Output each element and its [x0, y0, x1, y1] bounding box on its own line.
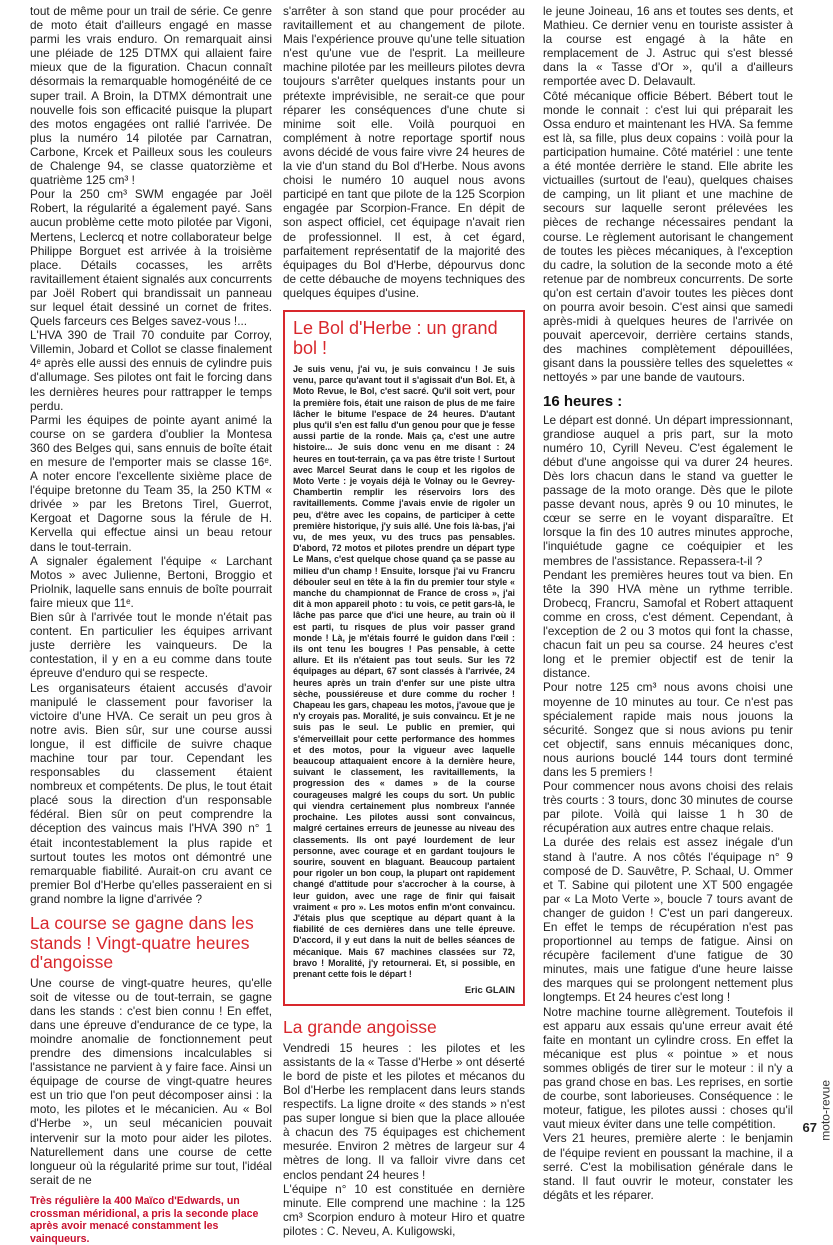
paragraph: Bien sûr à l'arrivée tout le monde n'était pas content. En particulier les équipes arrivant juste derrière les vainqueurs. De la contestation, il y en a eu comme dans toute épreuve d'enduro qui se respecte. — [30, 610, 272, 681]
paragraph: Pour commencer nous avons choisi des relais très courts : 3 tours, donc 30 minutes de course par pilote. Voilà qui laisse 1 h 30 de récupération aux autres entre chaque relais. — [543, 779, 793, 836]
paragraph: Le départ est donné. Un départ impressionnant, grandiose auquel a pris part, sur la moto numéro 10, Cyrill Neveu. C'est également le début d'une angoisse qui va durer 24 heures. Dès lors chacun dans le stand va guetter le passage de la moto orange. Dès que le pilote passe devant nous, après 9 ou 10 minutes, le cœur se serre en le voyant disparaître. Et lorsque la fin des 10 autres minutes approche, l'inquiétude gagne ce coéquipier et les membres de l'assistance. Repassera-t-il ? — [543, 412, 793, 568]
paragraph: Côté mécanique officie Bébert. Bébert tout le monde le connait : c'est lui qui préparait les Ossa enduro et maintenant les HVA. Sa femme est là, sa fille, plus deux copains : voilà pour la participation humaine. Côté matériel : une tente a été montée derrière le stand. Elle abrite les victuailles (surtout de l'eau), quelques chaises de camping, un lit pliant et une machine de secours sur laquelle seront prélevées les pièces de rechange nécessaires pendant la course. Le règlement autorisant le changement de toutes les pièces mécaniques, à l'exception du cadre, la solution de la seconde moto a été retenue par de nombreux concurrents. De sorte qu'on est certain d'avoir toutes les pièces dont on pourra avoir besoin. C'est ainsi que samedi après-midi à quelques heures de l'arrivée on pouvait apercevoir, derrière certains stands, des machines complètement dépouillées, gisant dans la poussière telles des squelettes « nettoyés » par une bande de vautours. — [543, 88, 793, 385]
paragraph: Pour la 250 cm³ SWM engagée par Joël Robert, la régularité a également payé. Sans aucun problème cette moto pilotée par Vigoni, Mertens, Leclercq et notre collaborateur belge Philippe Borguet est arrivée à la troisième place. Détails cocasses, les arrêts ravitaillement étaient signalés aux concurrents par Joël Robert qui brandissait un panneau sur lequel était dessiné un cornet de frites. Quels farceurs ces Belges savez-vous !... — [30, 187, 272, 329]
box-signature: Eric GLAIN — [464, 985, 515, 997]
magazine-name: moto-revue — [819, 1080, 833, 1141]
box-text: Je suis venu, j'ai vu, je suis convaincu ! Je suis venu, parce qu'avant tout il s'agissait d'un Bol. Et, à Moto Revue, le Bol, c'est sacré. Qu'il soit vert, pour la première fois, était une raison de plus de me faire lâcher le bitume l'espace de 24 heures. D'autant plus qu'il s'en est fallu d'un genou pour que je fesse aussi partie de la ronde. Mais ça, c'est une autre histoire... Je suis donc venu en me disant : 24 heures en tout-terrain, ça va pas être triste ! Surtout avec Marcel Seurat dans le coup et les rigolos de Moto Verte : je voyais déjà le Volnay ou le Gevrey-Chambertin remplir les réservoirs lors des ravitaillements. Comme j'avais envie de rigoler un peu, d'être avec les copains, de participer à cette première historique, j'y suis allé. Une fois là-bas, j'ai vu, de mes yeux, vu des trucs pas pensables. D'abord, 72 motos et pilotes prendre un départ type Le Mans, c'est quelque chose quand ça se passe au milieu d'un champ ! Ensuite, lorsque j'ai vu Francru débouler seul en tête à la fin du premier tour style « manche du championnat de France de cross », j'ai dit à mon appareil photo : tu vois, ce petit gars-là, le lâche pas parce que d'ici une heure, au train où il est parti, tu risques de plus voir passer grand monde ! Là, je m'étais fourré le guidon dans l'œil : ils ont tenu les bougres ! Pas pensable, à cette allure. Et ils n'étaient pas tout seuls. Sur les 72 équipages au départ, 67 sont classés à l'arrivée, 24 heures après un train d'enfer sur une piste ultra sèche, poussiéreuse et dure comme du rocher ! Chapeau les gars, chapeau les motos, j'avoue que je n'y croyais pas. Moralité, je suis convaincu. Et je ne suis pas le seul. Le public en premier, qui s'émerveillait pour cette performance des hommes et des motos, pour la vigueur avec laquelle beaucoup attaquaient encore à la dernière heure, suivant le classement, les ravitaillements, la progression des « dames » de la course courageuses malgré les coups du sort. Un public qui viendra certainement plus nombreux l'année prochaine. Les pilotes aussi sont convaincus, malgré certaines erreurs de jeunesse au niveau des classements. Ils ont payé lourdement de leur personne, avec courage et en gardant toujours le sourire, souvent en blaguant. Beaucoup partaient pour rigoler un bon coup, la plupart ont rapidement changé d'attitude pour s'accrocher à la course, à leur guidon, avec une rage de finir qui faisait vraiment « pro ». Les motos enfin m'ont convaincu. J'étais plus que sceptique au départ quant à la fiabilité de ces dernières dans une telle épreuve. D'accord, il y eut dans la nuit de belles séances de mécanique. Mais 67 machines classées sur 72, bravo ! Moralité, j'y retournerai. Et, si possible, en prenant cette fois le départ ! — [293, 363, 515, 979]
column-2 — [283, 4, 525, 1238]
paragraph: s'arrêter à son stand que pour procéder au ravitaillement et au changement de pilote. Mais l'expérience prouve qu'une telle situation n'est qu'une vue de l'esprit. La meilleure machine pilotée par les meilleurs pilotes devra toujours s'arrêter quelques instants pour un prétexte imprévisible, ne serait-ce que pour réparer les conséquences d'une chute si minime soit elle. Voilà pourquoi en complément à notre reportage sportif nous avons décidé de vous faire vivre 24 heures de la vie d'un stand du Bol d'Herbe. Nous avons choisi le numéro 10 auquel nous avons participé en tant que pilote de la 125 Scorpion engagée par Scorpion-France. En dépit de son aspect officiel, cet équipage n'avait rien de professionnel. Il est, à cet égard, parfaitement représentatif de la majorité des équipages du Bol d'Herbe, dépourvus donc de cette débauche de moyens techniques des quelques équipes d'usine. — [283, 4, 525, 300]
section-heading: La grande angoisse — [283, 1017, 437, 1038]
page-number: 67 — [802, 1120, 817, 1135]
paragraph: A signaler également l'équipe « Larchant Motos » avec Julienne, Bertoni, Broggio et Priolnik, laquelle sans ennuis de boîte pourrait faire mieux que 11ᵉ. — [30, 553, 272, 610]
paragraph: Pour notre 125 cm³ nous avons choisi une moyenne de 10 minutes au tour. Ce n'est pas spécialement rapide mais nous jouons la sécurité. Songez que si nous avions pu tenir cet objectif, sans ennuis mécaniques donc, nous aurions bouclé 144 tours dont terminé dans les 5 premiers ! — [543, 680, 793, 779]
paragraph: Parmi les équipes de pointe ayant animé la course on se gardera d'oublier la Montesa 360 des Belges qui, sans ennuis de boîte était en mesure de l'emporter mais se classe 16ᵉ. A noter encore l'excellente sixième place de l'équipe bretonne du Team 35, la 250 KTM « drivée » par les Bretons Tirel, Guerrot, Kergoat et Dagorne sous la férule de H. Kervella qui effectue ainsi un beau retour dans le tout-terrain. — [30, 412, 272, 554]
paragraph: Les organisateurs étaient accusés d'avoir manipulé le classement pour favoriser la victoire d'une HVA. Ce serait un peu gros à notre avis. Bien sûr, sur une course aussi longue, il est difficile de suivre chaque machine tour par tour. Cependant les responsables du classement étaient nombreux et compétents. De plus, le tout était placé sous la direction d'un responsable fédéral. Bien sûr on peut comprendre la déception des vaincus mais l'HVA 390 n° 1 était incontestablement la plus rapide et surtout toutes les motos ont démontré une remarquable fiabilité. Aurait-on cru avant ce premier Bol d'Herbe qu'elles passeraient en si grand nombre la ligne d'arrivée ? — [30, 680, 272, 906]
column-3 — [543, 4, 793, 1202]
paragraph: Une course de vingt-quatre heures, qu'elle soit de vitesse ou de tout-terrain, se gagne dans les stands : c'est bien connu ! En effet, dans une épreuve d'endurance de ce type, la moindre anomalie de fonctionnement peut prendre des dimensions incalculables si l'assistance ne parvient à y faire face. Ainsi un équipage de course de vingt-quatre heures est un trio que l'on peut décomposer ainsi : la moto, les pilotes et le mécanicien. Au « Bol d'Herbe », un seul mécanicien pouvait intervenir sur la moto pour aider les pilotes. Naturellement dans une course de cette longueur où la régularité prime sur tout, l'idéal serait de ne — [30, 975, 272, 1187]
paragraph: Notre machine tourne allègrement. Toutefois il est apparu aux essais qu'une erreur avait été faite en montant un cylindre cross. En effet la mécanique est plus « pointue » et nous sommes obligés de tirer sur le moteur : il n'y a pas grand chose en bas. Les reprises, en sortie de courbe, sont laborieuses. Conséquence : le moteur, fatigue, les pilotes aussi : choses qu'il vaut mieux éviter dans une telle compétition. — [543, 1004, 793, 1132]
paragraph: Vers 21 heures, première alerte : le benjamin de l'équipe revient en poussant la machine, il a serré. C'est la mobilisation générale dans le stand. Il faut ouvrir le moteur, constater les dégâts et les réparer. — [543, 1131, 793, 1202]
paragraph: L'HVA 390 de Trail 70 conduite par Corroy, Villemin, Jobard et Collot se classe finalement 4ᵉ après elle aussi des ennuis de cylindre puis d'allumage. Ses pilotes ont fait le forcing dans les dernières heures pour rattrapper le temps perdu. — [30, 328, 272, 413]
column-1 — [30, 4, 272, 1245]
section-heading: La course se gagne dans les stands ! Vingt-quatre heures d'angoisse — [30, 913, 254, 972]
paragraph: Vendredi 15 heures : les pilotes et les assistants de la « Tasse d'Herbe » ont déserté le bord de piste et les pilotes et mécanos du Bol d'Herbe les remplacent dans leurs stands respectifs. La ligne droite « des stands » n'est pas super longue si bien que la place allouée à chacun des 75 équipages est chichement mesurée. Environ 2 mètres de largeur sur 4 mètres de long. Il va falloir vivre dans cet enclos pendant 24 heures ! — [283, 1040, 525, 1182]
sidebar-box — [283, 310, 525, 1006]
box-title: Le Bol d'Herbe : un grand bol ! — [293, 317, 498, 358]
section-heading: 16 heures : — [543, 392, 623, 410]
paragraph: le jeune Joineau, 16 ans et toutes ses dents, et Mathieu. Ce dernier venu en touriste assister à la course est engagé à la hâte en remplacement de J. Astruc qui s'est blessé dans la « Tasse d'Or », qu'il a d'ailleurs remportée avec D. Delavault. — [543, 4, 793, 89]
paragraph: tout de même pour un trail de série. Ce genre de moto était d'ailleurs engagé en masse parmi les vrais enduro. On remarquait ainsi une pléiade de 125 DTMX qui allaient faire mieux que de la figuration. Chacun connaît désormais la remarquable homogénéité de ce super trail. A Broin, la DTMX démontrait une nouvelle fois son efficacité puisque la plupart des motos engagées ont rallié l'arrivée. De plus la numéro 14 pilotée par Carnatran, Carbone, Krcek et Pailleux sous les couleurs de Chalenge 94, se classe quatorzième et quatrième 125 cm³ ! — [30, 4, 272, 188]
photo-caption: Très régulière la 400 Maïco d'Edwards, un crossman méridional, a pris la seconde place après avoir menacé constamment les vainqueurs. — [30, 1194, 259, 1245]
paragraph: Pendant les premières heures tout va bien. En tête la 390 HVA mène un rythme terrible. Drobecq, Francru, Samofal et Robert attaquent comme en cross, c'est dément. Cependant, à l'exception de 2 ou 3 motos qui font la chasse, chacun fait un peu sa course. 24 heures c'est long et le premier objectif est de tenir la distance. — [543, 567, 793, 681]
paragraph: L'équipe n° 10 est constituée en dernière minute. Elle comprend une machine : la 125 cm³ Scorpion enduro à moteur Hiro et quatre pilotes : C. Neveu, A. Kuligowski, — [283, 1181, 525, 1238]
paragraph: La durée des relais est assez inégale d'un stand à l'autre. A nos côtés l'équipage n° 9 composé de D. Sauvêtre, P. Schaal, U. Ommer et T. Sabine qui pilotent une XT 500 engagée par « La Moto Verte », boucle 7 tours avant de changer de guidon ! C'est un pari dangereux. En effet le temps de récupération n'est pas proportionnel au temps de fatigue. Ainsi on récupère facilement d'une fatigue de 30 minutes, mais une fatigue d'une heure laisse des marques qui se prolongent nettement plus longtemps. Et 24 heures c'est long ! — [543, 835, 793, 1005]
